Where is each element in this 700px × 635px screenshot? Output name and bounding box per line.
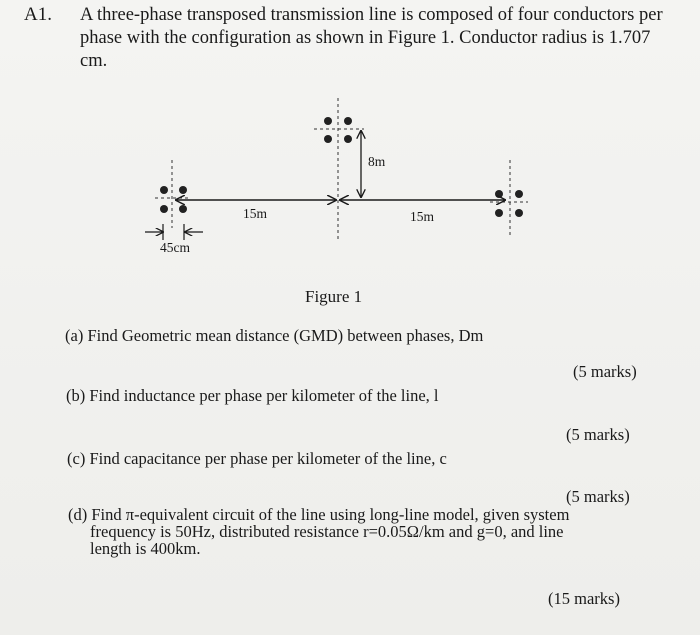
conductor-dot: [344, 135, 352, 143]
part-c-marks: (5 marks): [566, 487, 630, 506]
middle-conductor-bundle: [314, 98, 364, 240]
question-line-2: phase with the configuration as shown in Figure 1. Conductor radius is 1.707: [80, 28, 651, 48]
question-line-1: A three-phase transposed transmission line is composed of four conductors per: [80, 5, 663, 25]
label-span-left: 15m: [243, 206, 268, 221]
conductor-dot: [160, 205, 168, 213]
label-bundle-spacing: 45cm: [160, 240, 190, 255]
part-c-text: (c) Find capacitance per phase per kilometer of the line, c: [67, 449, 447, 468]
label-height: 8m: [368, 154, 386, 169]
part-d-text: [68, 506, 643, 557]
figure-1-diagram: [0, 0, 700, 300]
part-a-marks: (5 marks): [573, 362, 637, 381]
question-number: A1.: [24, 4, 52, 25]
conductor-dot: [324, 135, 332, 143]
label-span-right: 15m: [410, 209, 435, 224]
conductor-dot: [324, 117, 332, 125]
conductor-dot: [344, 117, 352, 125]
part-a-text: (a) Find Geometric mean distance (GMD) between phases, Dm: [65, 326, 484, 345]
part-b-marks: (5 marks): [566, 425, 630, 444]
part-b-text: (b) Find inductance per phase per kilometer of the line, l: [66, 386, 439, 405]
left-conductor-bundle: [155, 160, 190, 228]
right-conductor-bundle: [490, 160, 528, 235]
part-d-line-2: frequency is 50Hz, distributed resistance r=0.05Ω/km and g=0, and line: [90, 522, 564, 541]
conductor-dot: [179, 205, 187, 213]
part-d-line-3: length is 400km.: [90, 539, 201, 558]
conductor-dot: [495, 190, 503, 198]
conductor-dot: [179, 186, 187, 194]
conductor-dot: [515, 190, 523, 198]
question-line-3: cm.: [80, 51, 108, 71]
conductor-dot: [515, 209, 523, 217]
conductor-dot: [495, 209, 503, 217]
part-d-line-1: (d) Find π-equivalent circuit of the line using long-line model, given system: [68, 505, 570, 524]
conductor-dot: [160, 186, 168, 194]
figure-caption: Figure 1: [305, 287, 363, 306]
part-d-marks: (15 marks): [548, 589, 620, 608]
